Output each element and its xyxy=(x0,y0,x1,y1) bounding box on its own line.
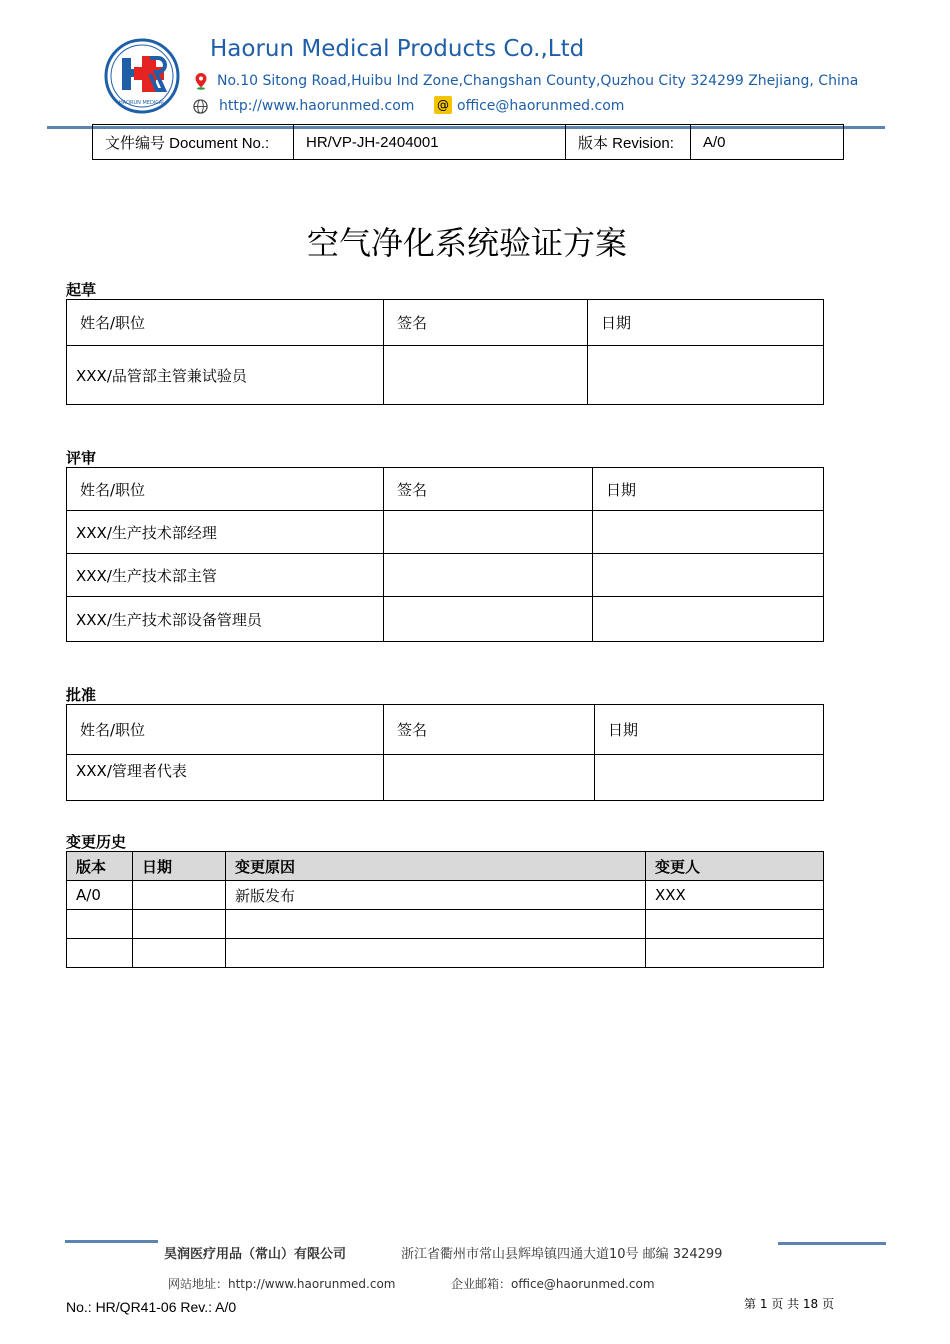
signatory-name: XXX/生产技术部主管 xyxy=(67,554,384,597)
table-row xyxy=(67,881,824,910)
date-cell xyxy=(595,755,824,801)
revision-label: 版本 Revision: xyxy=(566,125,691,160)
date-cell xyxy=(588,346,824,405)
revision-value: A/0 xyxy=(691,125,844,160)
date-cell xyxy=(593,554,824,597)
doc-no-label: 文件编号 Document No.: xyxy=(93,125,294,160)
company-name: Haorun Medical Products Co.,Ltd xyxy=(210,36,585,62)
document-info-table xyxy=(92,124,844,160)
signature-cell xyxy=(384,554,593,597)
table-row xyxy=(67,939,824,968)
date-cell xyxy=(133,910,226,939)
svg-text:@: @ xyxy=(437,98,449,112)
signatory-name: XXX/品管部主管兼试验员 xyxy=(67,346,384,405)
reason-cell xyxy=(226,939,646,968)
approval-label: 批准 xyxy=(66,686,97,704)
table-row xyxy=(67,910,824,939)
signature-cell xyxy=(384,597,593,642)
version-cell xyxy=(67,910,133,939)
company-logo xyxy=(104,38,180,114)
signature-cell xyxy=(384,346,588,405)
review-label: 评审 xyxy=(66,449,97,467)
form-number: No.: HR/QR41-06 Rev.: A/0 xyxy=(66,1299,237,1315)
document-title: 空气净化系统验证方案 xyxy=(306,224,627,262)
approval-table xyxy=(66,704,824,801)
header-signature: 签名 xyxy=(384,705,595,755)
review-table xyxy=(66,467,824,642)
signatory-name: XXX/生产技术部设备管理员 xyxy=(67,597,384,642)
reason-cell xyxy=(226,910,646,939)
changed-by-cell xyxy=(646,939,824,968)
header-date: 日期 xyxy=(593,468,824,511)
signatory-name: XXX/生产技术部经理 xyxy=(67,511,384,554)
change-history-label: 变更历史 xyxy=(66,833,127,851)
footer-address: 浙江省衢州市常山县辉埠镇四通大道10号 邮编 324299 xyxy=(401,1247,723,1262)
doc-no-value: HR/VP-JH-2404001 xyxy=(294,125,566,160)
date-cell xyxy=(133,939,226,968)
date-cell xyxy=(593,597,824,642)
drafting-table xyxy=(66,299,824,405)
footer-company: 昊润医疗用品（常山）有限公司 xyxy=(164,1247,347,1262)
page-number: 第 1 页 共 18 页 xyxy=(744,1297,834,1311)
version-cell xyxy=(67,939,133,968)
header-signature: 签名 xyxy=(384,468,593,511)
globe-icon xyxy=(193,99,208,114)
reason-cell: 新版发布 xyxy=(226,881,646,910)
header-name-position: 姓名/职位 xyxy=(67,300,384,346)
header-change-reason: 变更原因 xyxy=(226,852,646,881)
footer-email[interactable]: 企业邮箱：office@haorunmed.com xyxy=(451,1277,655,1291)
version-cell: A/0 xyxy=(67,881,133,910)
header-date: 日期 xyxy=(588,300,824,346)
signatory-name: XXX/管理者代表 xyxy=(67,755,384,801)
logo-text: HAORUN MEDICAL xyxy=(119,100,165,106)
header-signature: 签名 xyxy=(384,300,588,346)
footer-divider-left xyxy=(65,1240,158,1243)
changed-by-cell xyxy=(646,910,824,939)
header-name-position: 姓名/职位 xyxy=(67,705,384,755)
header-version: 版本 xyxy=(67,852,133,881)
changed-by-cell: XXX xyxy=(646,881,824,910)
signature-cell xyxy=(384,755,595,801)
location-pin-icon xyxy=(194,72,208,90)
email-at-icon xyxy=(434,96,452,114)
change-history-table xyxy=(66,851,824,968)
header-date: 日期 xyxy=(133,852,226,881)
footer-divider-right xyxy=(778,1242,886,1245)
date-cell xyxy=(133,881,226,910)
signature-cell xyxy=(384,511,593,554)
company-address: No.10 Sitong Road,Huibu Ind Zone,Changshan County,Quzhou City 324299 Zhejiang, China xyxy=(217,73,859,89)
drafting-label: 起草 xyxy=(66,281,97,299)
header-changed-by: 变更人 xyxy=(646,852,824,881)
footer-website[interactable]: 网站地址：http://www.haorunmed.com xyxy=(168,1277,396,1291)
header-date: 日期 xyxy=(595,705,824,755)
company-email[interactable]: office@haorunmed.com xyxy=(457,98,625,114)
company-website[interactable]: http://www.haorunmed.com xyxy=(219,98,415,114)
header-name-position: 姓名/职位 xyxy=(67,468,384,511)
date-cell xyxy=(593,511,824,554)
